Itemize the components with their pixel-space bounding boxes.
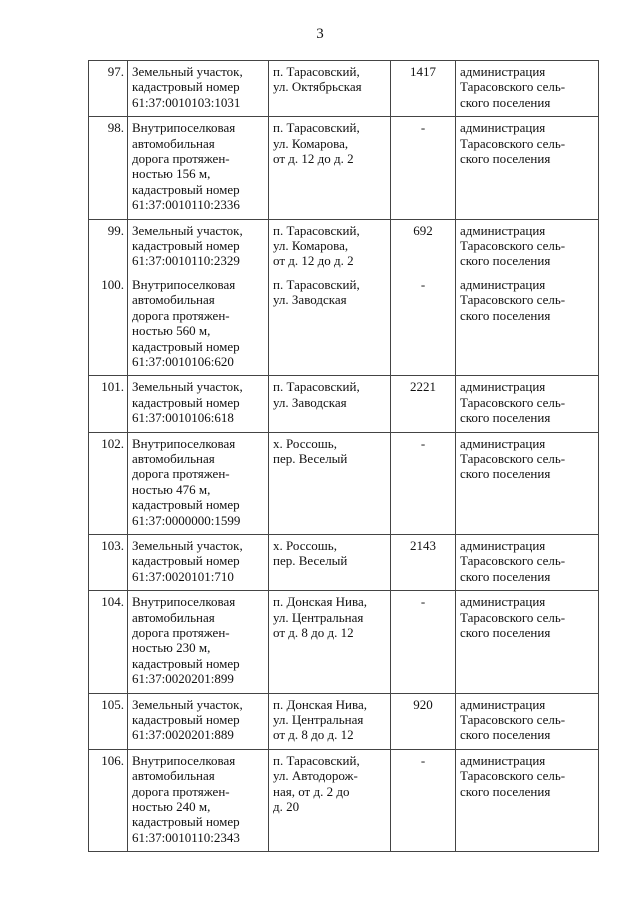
owner-line: ского поселения: [460, 253, 551, 269]
address-line: п. Донская Нива,: [273, 594, 368, 610]
address-line: ул. Центральная: [273, 712, 364, 728]
owner-line: администрация: [460, 537, 546, 553]
owner-line: Тарасовского сель-: [460, 79, 566, 95]
address-cell: [269, 219, 391, 273]
address-line: пер. Веселый: [273, 450, 348, 466]
row-number: 104.: [89, 591, 128, 693]
area-cell: -: [391, 591, 456, 693]
object-name-line: автомобильная: [132, 292, 215, 308]
owner-cell: [456, 376, 599, 432]
address-line: ул. Заводская: [273, 292, 347, 308]
owner-line: администрация: [460, 120, 546, 136]
owner-line: ского поселения: [460, 94, 551, 110]
owner-line: Тарасовского сель-: [460, 394, 566, 410]
object-name-line: 61:37:0010110:2336: [132, 197, 240, 213]
owner-cell: [456, 591, 599, 693]
owner-cell: [456, 432, 599, 534]
object-name-line: 61:37:0010110:2329: [132, 253, 240, 269]
address-line: ул. Центральная: [273, 609, 364, 625]
object-name-line: Земельный участок,: [132, 64, 243, 79]
object-name-line: Внутрипоселковая: [132, 594, 236, 610]
object-name-line: Земельный участок,: [132, 379, 243, 395]
object-name-line: 61:37:0020201:889: [132, 727, 234, 743]
object-name-line: кадастровый номер: [132, 181, 240, 197]
object-name-line: ностью 560 м,: [132, 323, 211, 339]
owner-line: Тарасовского сель-: [460, 553, 566, 569]
table-row: [89, 376, 599, 432]
object-name-line: дорога протяжен-: [132, 151, 230, 167]
address-cell: [269, 432, 391, 534]
table-row: [89, 693, 599, 749]
address-cell: [269, 376, 391, 432]
object-name-line: кадастровый номер: [132, 655, 240, 671]
owner-line: Тарасовского сель-: [460, 292, 566, 308]
object-name-line: автомобильная: [132, 609, 215, 625]
object-name-line: Земельный участок,: [132, 537, 243, 553]
object-name-cell: [128, 117, 269, 219]
row-number: 101.: [89, 376, 128, 432]
owner-line: Тарасовского сель-: [460, 450, 566, 466]
owner-line: ского поселения: [460, 307, 551, 323]
area-cell: 2221: [391, 376, 456, 432]
object-name-cell: [128, 432, 269, 534]
object-name-cell: [128, 273, 269, 376]
owner-line: ского поселения: [460, 151, 551, 167]
owner-line: администрация: [460, 64, 546, 79]
object-name-line: Внутрипоселковая: [132, 276, 236, 292]
owner-line: администрация: [460, 276, 546, 292]
object-name-line: 61:37:0010106:618: [132, 410, 234, 426]
object-name-line: ностью 476 м,: [132, 481, 211, 497]
address-cell: [269, 534, 391, 590]
area-cell: -: [391, 749, 456, 851]
address-cell: [269, 117, 391, 219]
object-name-line: 61:37:0020201:899: [132, 671, 234, 687]
object-name-line: кадастровый номер: [132, 238, 240, 254]
row-number: 102.: [89, 432, 128, 534]
owner-cell: [456, 117, 599, 219]
object-name-line: Земельный участок,: [132, 696, 243, 712]
owner-line: Тарасовского сель-: [460, 768, 566, 784]
object-name-line: кадастровый номер: [132, 338, 240, 354]
address-cell: [269, 591, 391, 693]
object-name-line: кадастровый номер: [132, 712, 240, 728]
object-name-line: ностью 240 м,: [132, 799, 211, 815]
owner-line: Тарасовского сель-: [460, 712, 566, 728]
page-number: 3: [316, 26, 324, 42]
row-number: 100.: [89, 273, 128, 376]
address-line: ная, от д. 2 до: [273, 783, 350, 799]
address-line: ул. Комарова,: [273, 238, 349, 254]
object-name-cell: [128, 219, 269, 273]
row-number: 106.: [89, 749, 128, 851]
object-name-line: автомобильная: [132, 768, 215, 784]
object-name-line: ностью 156 м,: [132, 166, 211, 182]
address-line: ул. Автодорож-: [273, 768, 358, 784]
address-line: х. Россошь,: [273, 435, 337, 451]
row-number: 103.: [89, 534, 128, 590]
object-name-line: дорога протяжен-: [132, 625, 230, 640]
owner-line: ского поселения: [460, 727, 551, 743]
owner-line: администрация: [460, 594, 546, 610]
owner-line: администрация: [460, 696, 546, 712]
area-cell: -: [391, 273, 456, 376]
object-name-cell: [128, 591, 269, 693]
table-row: [89, 534, 599, 590]
object-name-line: кадастровый номер: [132, 497, 240, 513]
table-row: [89, 432, 599, 534]
object-name-line: 61:37:0000000:1599: [132, 512, 241, 528]
owner-line: ского поселения: [460, 410, 551, 426]
owner-cell: [456, 219, 599, 273]
table-row: [89, 591, 599, 693]
object-name-line: Внутрипоселковая: [132, 120, 236, 136]
address-line: д. 20: [273, 799, 300, 815]
owner-line: Тарасовского сель-: [460, 135, 566, 151]
owner-line: ского поселения: [460, 783, 551, 799]
owner-line: администрация: [460, 222, 546, 238]
owner-line: ского поселения: [460, 568, 551, 584]
object-name-line: кадастровый номер: [132, 394, 240, 410]
object-name-line: 61:37:0010103:1031: [132, 94, 241, 110]
object-name-cell: [128, 61, 269, 117]
row-number: 99.: [89, 219, 128, 273]
address-line: от д. 8 до д. 12: [273, 727, 354, 743]
table-row: [89, 749, 599, 851]
owner-cell: [456, 273, 599, 376]
owner-line: администрация: [460, 435, 546, 451]
owner-line: администрация: [460, 379, 546, 395]
object-name-line: 61:37:0010110:2343: [132, 829, 240, 845]
address-line: пер. Веселый: [273, 553, 348, 569]
owner-cell: [456, 693, 599, 749]
object-name-line: Внутрипоселковая: [132, 752, 236, 768]
address-line: от д. 12 до д. 2: [273, 151, 354, 167]
area-cell: 692: [391, 219, 456, 273]
object-name-cell: [128, 693, 269, 749]
area-cell: 2143: [391, 534, 456, 590]
address-cell: [269, 61, 391, 117]
object-name-cell: [128, 534, 269, 590]
object-name-line: кадастровый номер: [132, 79, 240, 95]
object-name-line: кадастровый номер: [132, 553, 240, 569]
table-row: [89, 219, 599, 273]
owner-line: Тарасовского сель-: [460, 238, 566, 254]
object-name-line: Внутрипоселковая: [132, 435, 236, 451]
address-line: х. Россошь,: [273, 537, 337, 553]
object-name-cell: [128, 376, 269, 432]
row-number: 97.: [89, 61, 128, 117]
property-registry-table: [88, 60, 599, 852]
address-cell: [269, 273, 391, 376]
owner-line: Тарасовского сель-: [460, 609, 566, 625]
owner-line: администрация: [460, 752, 546, 768]
row-number: 105.: [89, 693, 128, 749]
address-line: ул. Комарова,: [273, 135, 349, 151]
address-line: п. Донская Нива,: [273, 696, 368, 712]
object-name-line: дорога протяжен-: [132, 783, 230, 799]
address-line: п. Тарасовский,: [273, 276, 360, 292]
object-name-line: 61:37:0020101:710: [132, 568, 234, 584]
address-cell: [269, 749, 391, 851]
object-name-line: 61:37:0010106:620: [132, 353, 234, 369]
object-name-line: дорога протяжен-: [132, 307, 230, 323]
area-cell: -: [391, 117, 456, 219]
address-line: п. Тарасовский,: [273, 64, 360, 79]
object-name-line: автомобильная: [132, 135, 215, 151]
owner-line: ского поселения: [460, 625, 551, 640]
address-line: ул. Октябрьская: [273, 79, 362, 95]
area-cell: 1417: [391, 61, 456, 117]
address-line: от д. 12 до д. 2: [273, 253, 354, 269]
row-number: 98.: [89, 117, 128, 219]
table-row: [89, 273, 599, 376]
address-line: п. Тарасовский,: [273, 222, 360, 238]
owner-cell: [456, 61, 599, 117]
address-line: п. Тарасовский,: [273, 120, 360, 136]
area-cell: -: [391, 432, 456, 534]
object-name-line: автомобильная: [132, 450, 215, 466]
area-cell: 920: [391, 693, 456, 749]
address-line: п. Тарасовский,: [273, 379, 360, 395]
object-name-line: Земельный участок,: [132, 222, 243, 238]
registry-body: [89, 61, 599, 852]
owner-cell: [456, 749, 599, 851]
address-line: от д. 8 до д. 12: [273, 625, 354, 640]
object-name-line: кадастровый номер: [132, 814, 240, 830]
owner-line: ского поселения: [460, 466, 551, 482]
table-row: [89, 61, 599, 117]
address-line: п. Тарасовский,: [273, 752, 360, 768]
address-cell: [269, 693, 391, 749]
object-name-line: дорога протяжен-: [132, 466, 230, 482]
object-name-line: ностью 230 м,: [132, 640, 211, 656]
object-name-cell: [128, 749, 269, 851]
owner-cell: [456, 534, 599, 590]
table-row: [89, 117, 599, 219]
address-line: ул. Заводская: [273, 394, 347, 410]
